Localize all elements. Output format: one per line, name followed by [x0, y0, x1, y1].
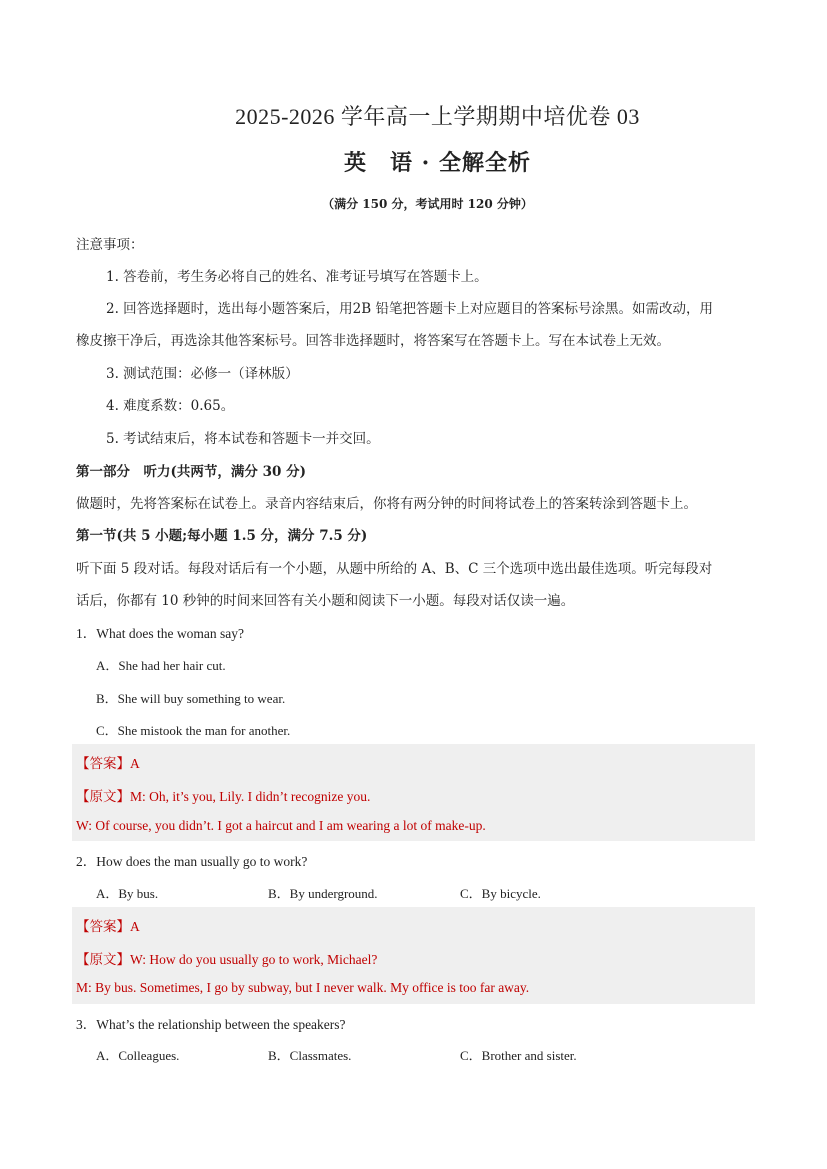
section1-heading: 第一节(共 5 小题;每小题 1.5 分，满分 7.5 分) [76, 528, 368, 544]
question-1-option-b: B．She will buy something to wear. [96, 691, 286, 706]
question-2-script-2: M: By bus. Sometimes, I go by subway, but I never walk. My office is too far away. [76, 980, 530, 995]
notice-item-2-cont: 橡皮擦干净后，再选涂其他答案标号。回答非选择题时，将答案写在答题卡上。写在本试卷上无效。 [76, 333, 670, 349]
notice-heading: 注意事项： [76, 237, 144, 253]
script-text: W: How do you usually go to work, Michael? [130, 952, 378, 967]
script-tag: 【原文】 [76, 789, 130, 805]
notice-item-4: 4. 难度系数：0.65。 [106, 398, 235, 414]
question-2-option-a: A．By bus. [96, 886, 159, 901]
notice-item-1: 1. 答卷前，考生务必将自己的姓名、准考证号填写在答题卡上。 [106, 269, 488, 285]
question-1-answer [76, 752, 140, 772]
answer-tag: 【答案】 [76, 919, 130, 935]
question-1-stem: 1．What does the woman say? [76, 626, 244, 641]
exam-title: 2025-2026 学年高一上学期期中培优卷 03 [235, 104, 640, 129]
question-2-stem: 2．How does the man usually go to work? [76, 854, 308, 869]
question-1-option-a: A．She had her hair cut. [96, 658, 226, 673]
answer-value: A [130, 756, 140, 771]
question-2-option-b: B．By underground. [268, 886, 378, 901]
question-3-option-c: C．Brother and sister. [460, 1048, 577, 1063]
exam-note: （满分 150 分，考试用时 120 分钟） [322, 197, 533, 211]
answer-tag: 【答案】 [76, 756, 130, 772]
question-3-option-b: B．Classmates. [268, 1048, 352, 1063]
question-2-script-1 [76, 948, 377, 968]
script-text: M: Oh, it’s you, Lily. I didn’t recognize you. [130, 789, 371, 804]
exam-subtitle: 英 语 · 全解全析 [344, 150, 531, 176]
answer-value: A [130, 919, 140, 934]
question-2-answer [76, 915, 140, 935]
notice-item-2: 2. 回答选择题时，选出每小题答案后，用2B 铅笔把答题卡上对应题目的答案标号涂黑。如需改动，用 [106, 301, 713, 317]
section1-instruction-line1: 听下面 5 段对话。每段对话后有一个小题，从题中所给的 A、B、C 三个选项中选出最佳选项。听完每段对 [76, 561, 713, 577]
question-1-script-1 [76, 785, 370, 805]
script-tag: 【原文】 [76, 952, 130, 968]
section1-instruction-line2: 话后，你都有 10 秒钟的时间来回答有关小题和阅读下一小题。每段对话仅读一遍。 [76, 593, 575, 609]
question-3-stem: 3．What’s the relationship between the speakers? [76, 1017, 346, 1032]
part1-instruction: 做题时，先将答案标在试卷上。录音内容结束后，你将有两分钟的时间将试卷上的答案转涂到答题卡上。 [76, 496, 697, 512]
part1-heading: 第一部分 听力(共两节，满分 30 分) [76, 464, 306, 480]
notice-item-3: 3. 测试范围：必修一（译林版） [106, 366, 299, 382]
question-2-option-c: C．By bicycle. [460, 886, 541, 901]
notice-item-5: 5. 考试结束后，将本试卷和答题卡一并交回。 [106, 431, 380, 447]
question-1-option-c: C．She mistook the man for another. [96, 723, 291, 738]
question-3-option-a: A．Colleagues. [96, 1048, 180, 1063]
question-1-script-2: W: Of course, you didn’t. I got a haircut and I am wearing a lot of make-up. [76, 818, 486, 833]
